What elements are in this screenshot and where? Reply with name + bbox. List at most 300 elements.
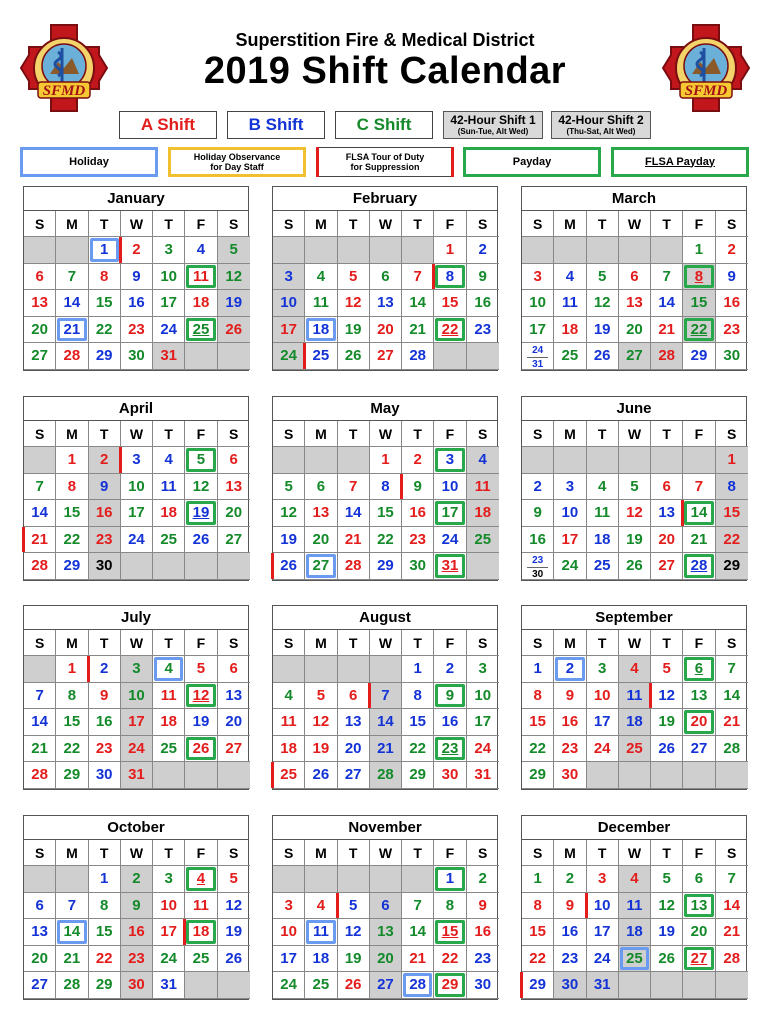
day-cell: 7 [24, 474, 56, 501]
day-cell: 23 [554, 946, 586, 973]
day-cell: 26 [218, 317, 250, 344]
day-cell: 26 [185, 736, 217, 763]
day-cell: 25 [305, 343, 337, 370]
month-title: October [24, 816, 248, 840]
empty-day [338, 447, 370, 474]
month-title: April [24, 397, 248, 421]
day-cell: 21 [716, 709, 748, 736]
day-cell: 4 [467, 447, 499, 474]
weekday-header: F [683, 421, 715, 447]
day-cell: 8 [56, 474, 88, 501]
day-cell: 12 [338, 290, 370, 317]
empty-day [273, 656, 305, 683]
day-cell: 25 [619, 946, 651, 973]
weekday-header: S [24, 840, 56, 866]
day-cell: 4 [619, 866, 651, 893]
empty-day [338, 656, 370, 683]
day-cell: 21 [716, 919, 748, 946]
day-cell: 17 [121, 709, 153, 736]
day-cell: 10 [121, 683, 153, 710]
day-cell: 3 [121, 447, 153, 474]
weekday-header: T [587, 421, 619, 447]
day-cell: 24 31 [522, 343, 554, 370]
day-cell: 29 [89, 972, 121, 999]
day-cell: 2 [716, 237, 748, 264]
month-grid [273, 840, 497, 999]
day-cell: 31 [587, 972, 619, 999]
day-cell: 11 [185, 893, 217, 920]
weekday-header: W [619, 421, 651, 447]
empty-day [370, 866, 402, 893]
empty-day [554, 447, 586, 474]
day-cell: 15 [56, 709, 88, 736]
day-cell: 29 [683, 343, 715, 370]
day-cell: 24 [467, 736, 499, 763]
day-cell: 28 [402, 972, 434, 999]
day-cell: 12 [651, 893, 683, 920]
day-cell: 11 [619, 683, 651, 710]
day-cell: 29 [370, 553, 402, 580]
day-cell: 22 [370, 527, 402, 554]
day-cell: 11 [619, 893, 651, 920]
month-title: June [522, 397, 746, 421]
day-cell: 13 [24, 290, 56, 317]
day-cell: 18 [185, 919, 217, 946]
day-cell: 23 [467, 946, 499, 973]
day-cell: 19 [218, 919, 250, 946]
empty-day [218, 762, 250, 789]
day-cell: 12 [651, 683, 683, 710]
day-cell: 27 [619, 343, 651, 370]
day-cell: 4 [185, 866, 217, 893]
weekday-header: S [467, 840, 499, 866]
day-cell: 14 [683, 500, 715, 527]
day-cell: 22 [434, 317, 466, 344]
day-cell: 27 [218, 736, 250, 763]
weekday-header: S [467, 630, 499, 656]
weekday-header: F [185, 421, 217, 447]
day-cell: 30 [434, 762, 466, 789]
month-june [521, 396, 747, 581]
day-cell: 20 [24, 946, 56, 973]
day-cell: 19 [587, 317, 619, 344]
day-cell: 2 [121, 237, 153, 264]
day-cell: 2 [89, 656, 121, 683]
day-cell: 24 [273, 972, 305, 999]
day-cell: 13 [370, 290, 402, 317]
day-cell: 13 [305, 500, 337, 527]
day-cell: 5 [651, 866, 683, 893]
empty-day [554, 237, 586, 264]
day-cell: 11 [305, 290, 337, 317]
day-cell: 18 [619, 709, 651, 736]
day-cell: 28 [683, 553, 715, 580]
empty-day [24, 237, 56, 264]
day-cell: 24 [153, 946, 185, 973]
weekday-header: M [305, 840, 337, 866]
weekday-header: W [370, 840, 402, 866]
day-cell: 15 [683, 290, 715, 317]
day-cell: 30 [121, 343, 153, 370]
day-cell: 31 [121, 762, 153, 789]
weekday-header: M [56, 211, 88, 237]
day-cell: 18 [619, 919, 651, 946]
day-cell: 8 [370, 474, 402, 501]
weekday-header: T [153, 421, 185, 447]
day-cell: 19 [338, 317, 370, 344]
day-cell: 6 [370, 893, 402, 920]
day-cell: 10 [121, 474, 153, 501]
weekday-header: S [716, 421, 748, 447]
weekday-header: W [619, 211, 651, 237]
day-cell: 28 [338, 553, 370, 580]
day-cell: 22 [402, 736, 434, 763]
day-cell: 29 [716, 553, 748, 580]
weekday-header: T [89, 211, 121, 237]
day-cell: 3 [522, 264, 554, 291]
day-cell: 23 [121, 317, 153, 344]
empty-day [185, 972, 217, 999]
weekday-header: S [218, 211, 250, 237]
day-cell: 2 [522, 474, 554, 501]
day-cell: 2 [554, 866, 586, 893]
day-cell: 30 [554, 762, 586, 789]
day-cell: 5 [305, 683, 337, 710]
day-cell: 8 [56, 683, 88, 710]
a-shift-key: A Shift [119, 111, 217, 139]
empty-day [619, 972, 651, 999]
month-march [521, 186, 747, 371]
day-cell: 20 [218, 709, 250, 736]
month-title: July [24, 606, 248, 630]
day-cell: 15 [89, 290, 121, 317]
empty-day [716, 762, 748, 789]
day-cell: 17 [153, 919, 185, 946]
weekday-header: T [153, 211, 185, 237]
day-cell: 4 [273, 683, 305, 710]
day-cell: 19 [651, 709, 683, 736]
day-cell: 13 [370, 919, 402, 946]
day-cell: 7 [338, 474, 370, 501]
day-cell: 18 [273, 736, 305, 763]
day-cell: 24 [273, 343, 305, 370]
day-cell: 20 [370, 946, 402, 973]
day-cell: 24 [121, 527, 153, 554]
day-cell: 21 [370, 736, 402, 763]
empty-day [619, 447, 651, 474]
empty-day [153, 553, 185, 580]
empty-day [273, 866, 305, 893]
42-hour-shift-2-days: (Thu-Sat, Alt Wed) [566, 127, 636, 136]
day-cell: 30 [89, 762, 121, 789]
empty-day [24, 447, 56, 474]
month-may [272, 396, 498, 581]
day-cell: 29 [56, 762, 88, 789]
day-cell: 4 [587, 474, 619, 501]
day-cell: 29 [522, 972, 554, 999]
day-cell: 26 [273, 553, 305, 580]
month-april [23, 396, 249, 581]
day-cell: 28 [56, 972, 88, 999]
weekday-header: T [338, 211, 370, 237]
month-grid [522, 630, 746, 789]
day-cell: 13 [683, 893, 715, 920]
month-grid [522, 421, 746, 580]
day-cell: 7 [56, 893, 88, 920]
weekday-header: S [716, 211, 748, 237]
day-cell: 17 [467, 709, 499, 736]
day-cell: 13 [218, 474, 250, 501]
day-cell: 3 [153, 866, 185, 893]
month-title: November [273, 816, 497, 840]
day-cell: 1 [522, 656, 554, 683]
day-cell: 25 [619, 736, 651, 763]
day-cell: 14 [24, 500, 56, 527]
weekday-header: W [121, 630, 153, 656]
day-cell: 14 [56, 919, 88, 946]
day-cell: 29 [522, 762, 554, 789]
day-cell: 28 [56, 343, 88, 370]
weekday-header: S [522, 840, 554, 866]
empty-day [651, 972, 683, 999]
day-cell: 5 [587, 264, 619, 291]
day-cell: 22 [56, 736, 88, 763]
empty-day [402, 866, 434, 893]
month-grid [24, 421, 248, 580]
day-cell: 17 [522, 317, 554, 344]
empty-day [338, 237, 370, 264]
day-cell: 3 [121, 656, 153, 683]
day-cell: 19 [619, 527, 651, 554]
day-cell: 25 [305, 972, 337, 999]
day-cell: 20 [683, 919, 715, 946]
weekday-header: T [587, 840, 619, 866]
weekday-header: M [554, 421, 586, 447]
weekday-header: S [716, 840, 748, 866]
day-cell: 24 [434, 527, 466, 554]
day-cell: 20 [683, 709, 715, 736]
empty-day [587, 447, 619, 474]
empty-day [24, 866, 56, 893]
month-title: August [273, 606, 497, 630]
day-cell: 19 [651, 919, 683, 946]
weekday-header: T [402, 840, 434, 866]
day-cell: 25 [153, 527, 185, 554]
day-cell: 16 [716, 290, 748, 317]
weekday-header: T [402, 630, 434, 656]
day-cell: 16 [467, 919, 499, 946]
day-cell: 20 [370, 317, 402, 344]
month-october [23, 815, 249, 1000]
weekday-header: S [218, 630, 250, 656]
day-cell: 2 [89, 447, 121, 474]
day-cell: 1 [370, 447, 402, 474]
day-cell: 1 [434, 866, 466, 893]
day-cell: 12 [273, 500, 305, 527]
day-cell: 21 [402, 317, 434, 344]
day-cell: 4 [305, 264, 337, 291]
day-cell: 25 [467, 527, 499, 554]
day-cell: 9 [89, 474, 121, 501]
day-cell: 4 [153, 447, 185, 474]
day-cell: 26 [218, 946, 250, 973]
weekday-header: M [554, 211, 586, 237]
day-cell: 6 [338, 683, 370, 710]
day-cell: 10 [153, 893, 185, 920]
day-cell: 27 [338, 762, 370, 789]
day-cell: 2 [402, 447, 434, 474]
day-cell: 3 [273, 264, 305, 291]
day-cell: 23 [467, 317, 499, 344]
weekday-header: F [434, 421, 466, 447]
day-cell: 18 [587, 527, 619, 554]
day-cell: 8 [89, 264, 121, 291]
day-cell: 20 [218, 500, 250, 527]
month-november [272, 815, 498, 1000]
day-cell: 6 [305, 474, 337, 501]
day-cell: 30 [402, 553, 434, 580]
day-cell: 28 [24, 553, 56, 580]
day-cell: 14 [402, 290, 434, 317]
empty-day [370, 237, 402, 264]
day-cell: 27 [683, 736, 715, 763]
empty-day [24, 656, 56, 683]
empty-day [56, 866, 88, 893]
day-cell: 11 [153, 683, 185, 710]
day-cell: 12 [619, 500, 651, 527]
day-cell: 4 [554, 264, 586, 291]
42-hour-shift-2-title: 42-Hour Shift 2 [558, 113, 644, 127]
day-cell: 18 [305, 946, 337, 973]
day-cell: 27 [305, 553, 337, 580]
day-cell: 22 [89, 946, 121, 973]
day-cell: 27 [218, 527, 250, 554]
day-cell: 1 [434, 237, 466, 264]
day-cell: 7 [651, 264, 683, 291]
legend-flsa-line2: for Suppression [350, 162, 420, 172]
day-cell: 27 [24, 343, 56, 370]
day-cell: 4 [305, 893, 337, 920]
weekday-header: S [273, 840, 305, 866]
day-cell: 16 [121, 290, 153, 317]
weekday-header: F [185, 211, 217, 237]
day-cell: 5 [651, 656, 683, 683]
empty-day [218, 972, 250, 999]
weekday-header: W [619, 630, 651, 656]
day-cell: 21 [402, 946, 434, 973]
day-cell: 9 [716, 264, 748, 291]
day-cell: 7 [24, 683, 56, 710]
day-cell: 30 [121, 972, 153, 999]
day-cell: 14 [716, 893, 748, 920]
day-cell: 9 [121, 893, 153, 920]
day-cell: 12 [338, 919, 370, 946]
day-cell: 14 [370, 709, 402, 736]
empty-day [305, 866, 337, 893]
day-cell: 8 [522, 683, 554, 710]
empty-day [683, 447, 715, 474]
logo-left-text: SFMD [42, 83, 86, 99]
day-cell: 29 [89, 343, 121, 370]
empty-day [651, 762, 683, 789]
day-cell: 15 [522, 709, 554, 736]
day-cell: 5 [619, 474, 651, 501]
legend-holiday [20, 147, 158, 177]
day-cell: 28 [24, 762, 56, 789]
day-cell: 18 [554, 317, 586, 344]
weekday-header: W [370, 211, 402, 237]
month-title: February [273, 187, 497, 211]
day-cell: 11 [587, 500, 619, 527]
day-cell: 21 [651, 317, 683, 344]
month-february [272, 186, 498, 371]
day-cell: 18 [467, 500, 499, 527]
weekday-header: F [434, 211, 466, 237]
day-cell: 15 [402, 709, 434, 736]
empty-day [402, 237, 434, 264]
day-cell: 21 [56, 946, 88, 973]
day-cell: 28 [651, 343, 683, 370]
day-cell: 3 [273, 893, 305, 920]
weekday-header: T [402, 211, 434, 237]
day-cell: 18 [153, 500, 185, 527]
day-cell: 4 [185, 237, 217, 264]
empty-day [370, 656, 402, 683]
weekday-header: M [554, 840, 586, 866]
day-cell: 26 [305, 762, 337, 789]
day-cell: 30 [467, 972, 499, 999]
day-cell: 11 [273, 709, 305, 736]
empty-day [651, 237, 683, 264]
day-cell: 10 [273, 290, 305, 317]
legend-payday-label: Payday [512, 155, 552, 168]
day-cell: 22 [716, 527, 748, 554]
legend-observance-line2: for Day Staff [210, 162, 264, 172]
day-cell: 12 [218, 264, 250, 291]
day-cell: 7 [716, 866, 748, 893]
day-cell: 17 [554, 527, 586, 554]
day-cell: 26 [587, 343, 619, 370]
empty-day [185, 343, 217, 370]
day-cell: 15 [522, 919, 554, 946]
day-cell: 1 [56, 447, 88, 474]
weekday-header: S [467, 421, 499, 447]
day-cell: 16 [467, 290, 499, 317]
day-cell: 25 [554, 343, 586, 370]
weekday-header: W [121, 211, 153, 237]
month-grid [24, 211, 248, 370]
day-cell: 21 [683, 527, 715, 554]
day-cell: 11 [185, 264, 217, 291]
weekday-header: T [651, 630, 683, 656]
day-cell: 24 [153, 317, 185, 344]
day-cell: 26 [619, 553, 651, 580]
weekday-header: S [273, 630, 305, 656]
day-cell: 11 [554, 290, 586, 317]
day-cell: 24 [587, 736, 619, 763]
day-cell: 9 [434, 683, 466, 710]
day-cell: 3 [587, 656, 619, 683]
day-cell: 6 [370, 264, 402, 291]
day-cell: 16 [554, 919, 586, 946]
day-cell: 22 [434, 946, 466, 973]
day-cell: 3 [434, 447, 466, 474]
page-title: 2019 Shift Calendar [203, 50, 567, 92]
day-cell: 19 [218, 290, 250, 317]
day-cell: 1 [89, 237, 121, 264]
month-title: May [273, 397, 497, 421]
weekday-header: S [218, 421, 250, 447]
